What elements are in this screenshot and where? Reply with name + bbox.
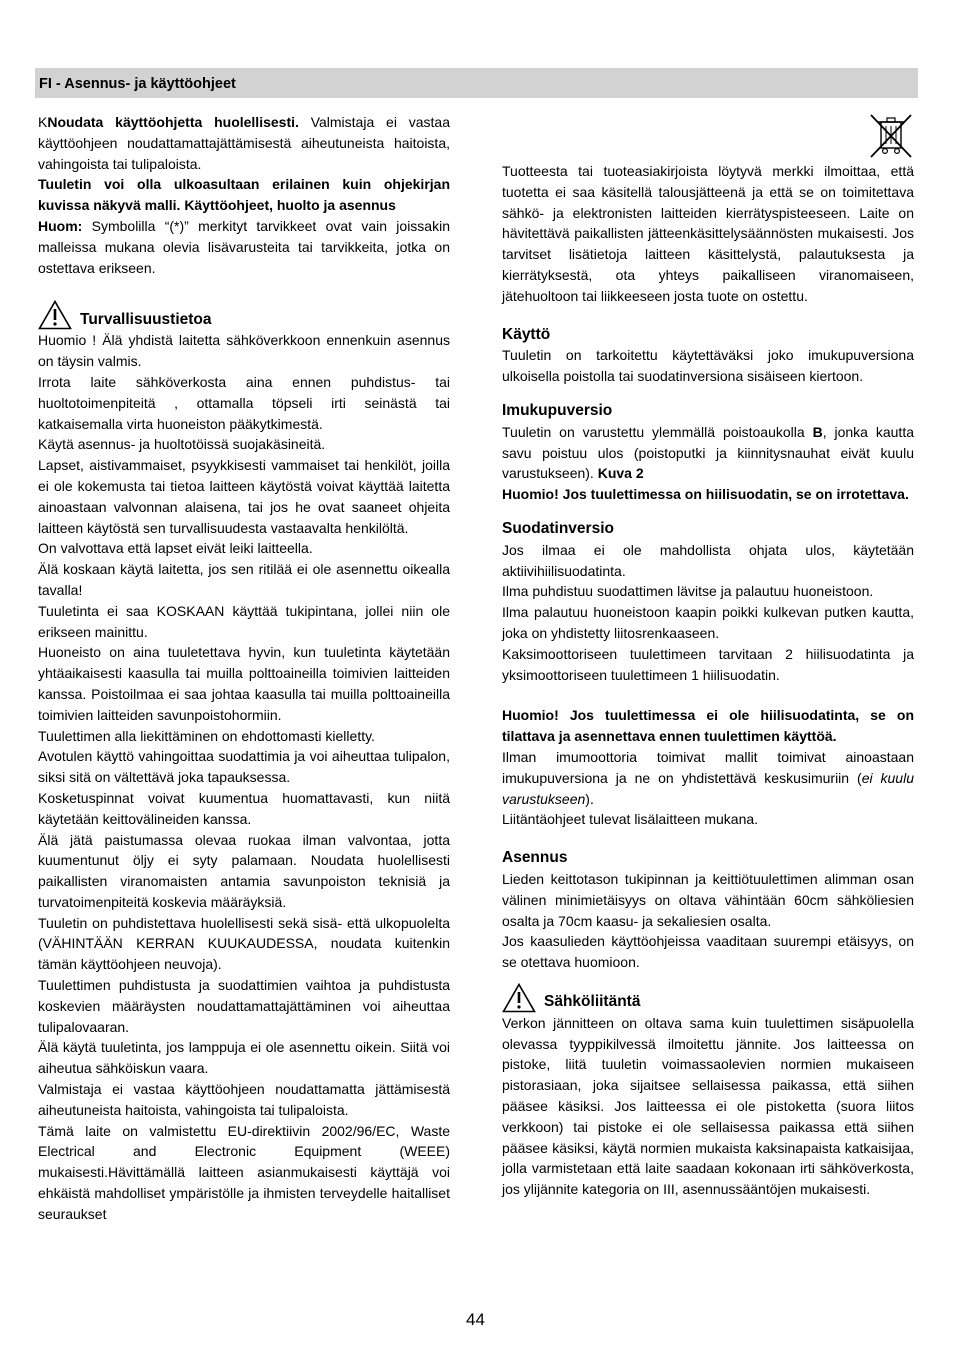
filter-version-item: Ilma palautuu huoneistoon kaapin poikki kulkevan putken kautta, joka on yhdistetty liitosrenkaaseen. — [502, 604, 914, 641]
filter-version-item: Jos ilmaa ei ole mahdollista ohjata ulos, käytetään aktiivihiilisuodatinta. — [502, 541, 914, 579]
usage-title: Käyttö — [502, 325, 551, 343]
section-title: FI - Asennus- ja käyttöohjeet — [39, 76, 236, 92]
safety-item: Tuuletinta ei saa KOSKAAN käyttää tukipintana, jollei niin ole erikseen mainittu. — [38, 602, 450, 640]
safety-item: Käytä asennus- ja huoltotöissä suojakäsineitä. — [38, 436, 326, 453]
left-column — [38, 112, 450, 1225]
filter-version-warning: Huomio! Jos tuulettimessa ei ole hiilisuodatinta, se on tilattava ja asennettava ennen tuulettimen käyttöä. — [502, 707, 914, 745]
electrical-paragraph: Verkon jännitteen on oltava sama kuin tuulettimen sisäpuolella olevassa tyyppikilvessä ilmoitettu jännite. Jos laitteessa on pistoke, liitä tuuletin voimassaolevien normien mukaiseen pistorasiaan, joka sijaitsee sellaisessa paikassa, että siihen pääsee käsiksi. Jos laitteessa ei ole pistoketta (suora liitos verkkoon) tai pistoke ei ole sellaisessa paikassa että siihen pääsee käsiksi, käytä normien mukaista kaksinapaista katkaisijaa, jolla varmistetaan että laite saadaan kokonaan irti sähköverkosta, jos ylijännite kategoria on III, asennussääntöjen mukaisesti. — [502, 1014, 914, 1198]
filter-version-item: Ilma puhdistuu suodattimen lävitse ja palautuu huoneistoon. — [502, 583, 874, 600]
safety-item: Huomio ! Älä yhdistä laitetta sähköverkkoon ennenkuin asennus on täysin valmis. — [38, 332, 450, 370]
safety-item: On valvottava että lapset eivät leiki laitteella. — [38, 540, 313, 557]
intro-paragraph: KNoudata käyttöohjetta huolellisesti. Valmistaja ei vastaa käyttöohjeen noudattamattajättämisestä aiheutuneista haitoista, vahingoista tai tulipaloista. — [38, 114, 451, 172]
exhaust-version-warning: Huomio! Jos tuulettimessa on hiilisuodatin, se on irrotettava. — [502, 486, 909, 503]
safety-title: Turvallisuustietoa — [80, 310, 212, 328]
safety-item: Älä koskaan käytä laitetta, jos sen ritilää ei ole asennettu oikealla tavalla! — [38, 561, 450, 598]
page-number: 44 — [466, 1310, 485, 1329]
weee-bin-icon — [868, 112, 914, 165]
filter-version-note: Ilman imumoottoria toimivat mallit toimivat ainoastaan imukupuversiona ja ne on yhdistettävä keskusimuriin (ei kuulu varustukseen). — [502, 748, 914, 807]
safety-item: Tuulettimen alla liekittäminen on ehdottomasti kielletty. — [38, 727, 375, 744]
warning-icon — [502, 983, 536, 1013]
safety-item: Tämä laite on valmistettu EU-direktiivin 2002/96/EC, Waste Electrical and Electronic Equipment (WEEE) mukaisesti.Hävittämällä laitteen asianmukaisesti käyttäjä voi ehkäistä mahdolliset ympäristölle ja ihmisten terveydelle haitalliset seuraukset — [38, 1122, 450, 1222]
safety-item: Älä käytä tuuletinta, jos lamppuja ei ole asennettu oikein. Siitä voi aiheutua sähköiskun vaara. — [38, 1039, 450, 1077]
safety-item: Älä jätä paistumassa olevaa ruokaa ilman valvontaa, jotta kuumentunut öljy ei syty palamaan. Noudata huolellisesti paikallisten viranomaisten antamia savunpoiston teknisiä ja turvatoimenpiteitä koskevia määräyksiä. — [38, 831, 450, 910]
intro-appearance-note: Tuuletin voi olla ulkoasultaan erilainen kuin ohjekirjan kuvissa näkyvä malli. Käyttöohjeet, huolto ja asennus — [38, 176, 450, 214]
electrical-heading — [502, 983, 914, 1013]
safety-item: Irrota laite sähköverkosta aina ennen puhdistus- tai huoltotoimenpiteitä , ottamalla töpseli irti seinästä tai katkaisemalla virta huoneiston pääkytkimestä. — [38, 373, 450, 432]
filter-version-title: Suodatinversio — [502, 519, 614, 537]
safety-item: Avotulen käyttö vahingoittaa suodattimia ja voi aiheuttaa tulipalon, siksi sitä on vältettävä joka tapauksessa. — [38, 748, 450, 786]
safety-item: Tuulettimen puhdistusta ja suodattimien vaihtoa ja puhdistusta koskevien määräysten noudattamattajättäminen voi aiheuttaa tulipalovaaran. — [38, 977, 450, 1035]
installation-item: Jos kaasulieden käyttöohjeissa vaaditaan suurempi etäisyys, on se otettava huomioon. — [502, 933, 914, 971]
intro-symbol-note: Huom: Symbolilla “(*)” merkityt tarvikkeet ovat vain joissakin malleissa mukana olevia lisävarusteita tai tarvikkeita, jotka on ostettava erikseen. — [38, 217, 450, 276]
usage-paragraph: Tuuletin on tarkoitettu käytettäväksi joko imukupuversiona ulkoisella poistolla tai suodatinversiona sisäiseen kiertoon. — [502, 347, 914, 385]
safety-item: Huoneisto on aina tuuletettava hyvin, kun tuuletinta käytetään yhtäaikaisesti kaasulla tai muilla polttoaineilla toimivien laitteiden kanssa. Poistoilmaa ei saa johtaa kaasulla tai muilla polttoaineilla toimivien laitteiden savunpoistohormiin. — [38, 644, 450, 723]
electrical-title: Sähköliitäntä — [544, 993, 641, 1011]
exhaust-version-paragraph: Tuuletin on varustettu ylemmällä poistoaukolla B, jonka kautta savu poistuu ulos (poistoputki ja kiinnitysnauhat eivät kuulu varustukseen). Kuva 2 — [502, 423, 914, 482]
safety-item: Valmistaja ei vastaa käyttöohjeen noudattamatta jättämisestä aiheutuneista haitoista, vahingoista tai tulipaloista. — [38, 1081, 450, 1118]
installation-item: Lieden keittotason tukipinnan ja keittiötuulettimen alimman osan välinen minimietäisyys on oltava vähintään 60cm sähköliesien osalta ja 70cm kaasu- ja sekaliesien osalta. — [502, 870, 914, 929]
safety-item: Lapset, aistivammaiset, psyykkisesti vammaiset tai henkilöt, joilla ei ole kokemusta tai tietoa laitteen käytöstä voivat käyttää laitetta ainoastaan valvonnan alaisena, tai jos he ovat saaneet ohjeita laitteen käytöstä sen turvallisuudesta vastaavalta henkilöltä. — [38, 457, 450, 536]
warning-icon — [38, 300, 72, 330]
right-column — [502, 161, 914, 1200]
safety-item: Kosketuspinnat voivat kuumentua huomattavasti, kun niitä käytetään keittovälineiden kanssa. — [38, 789, 450, 827]
weee-paragraph: Tuotteesta tai tuoteasiakirjoista löytyvä merkki ilmoittaa, että tuotetta ei saa käsitellä talousjätteenä ja että se on toimitettava sähkö- ja elektronisten laitteiden kierrätyspisteeseen. Laite on hävitettävä paikallisten jätteenkäsittelysäännösten mukaisesti. Jos tarvitset lisätietoja laitteen käsittelystä, palautuksesta ja kierrätyksestä, ota yhteys paikalliseen viranomaiseen, jätehuoltoon tai liikkeeseen josta tuote on ostettu. — [502, 163, 914, 304]
section-header-bar — [35, 68, 918, 98]
filter-version-item: Kaksimoottoriseen tuulettimeen tarvitaan 2 hiilisuodatinta ja yksimoottoriseen tuulettimeen 1 hiilisuodatin. — [502, 645, 914, 683]
safety-heading — [38, 300, 450, 330]
filter-version-note: Liitäntäohjeet tulevat lisälaitteen mukana. — [502, 811, 759, 828]
safety-item: Tuuletin on puhdistettava huolellisesti sekä sisä- että ulkopuolelta (VÄHINTÄÄN KERRAN KUUKAUDESSA, noudata kuitenkin tämän käyttöohjeen neuvoja). — [38, 914, 450, 973]
installation-title: Asennus — [502, 849, 568, 867]
exhaust-version-title: Imukupuversio — [502, 401, 613, 419]
